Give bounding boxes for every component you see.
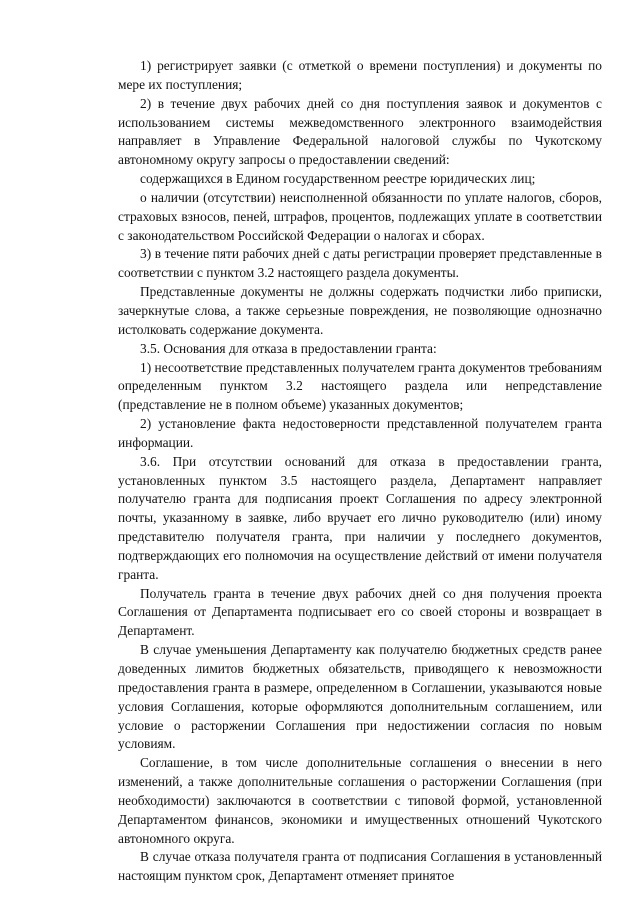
paragraph-agreement-signing: Получатель гранта в течение двух рабочих дней со дня получения проекта Соглашения от Департамента подписывает его со своей стороны и возвращает в Департамент. xyxy=(118,585,602,639)
paragraph-registry-info: содержащихся в Едином государственном реестре юридических лиц; xyxy=(140,171,536,187)
paragraph-refusal-reason-2: 2) установление факта недостоверности представленной получателем гранта информации. xyxy=(118,416,602,450)
paragraph-document-requirements: Представленные документы не должны содержать подчистки либо приписки, зачеркнутые слова, а также серьезные повреждения, не позволяющие однозначно истолковать содержание документа. xyxy=(118,284,602,337)
paragraph-register-applications: 1) регистрирует заявки (с отметкой о времени поступления) и документы по мере их поступления; xyxy=(118,58,602,92)
paragraph-agreement-form: Соглашение, в том числе дополнительные соглашения о внесении в него изменений, а также дополнительные соглашения о расторжении Соглашения (при необходимости) заключаются в соответствии с типовой формой, установленной Департаментом финансов, экономики и имущественных отношений Чукотского автономного округа. xyxy=(118,755,602,846)
paragraph-refusal-to-sign: В случае отказа получателя гранта от подписания Соглашения в установленный настоящим пунктом срок, Департамент отменяет принятое xyxy=(118,849,602,884)
paragraph-section-3-5-heading: 3.5. Основания для отказа в предоставлении гранта: xyxy=(140,340,437,356)
paragraph-tax-obligations: о наличии (отсутствии) неисполненной обязанности по уплате налогов, сборов, страховых взносов, пеней, штрафов, процентов, подлежащих уплате в соответствии с законодательством Российской Федерации о налогах и сборах. xyxy=(118,189,602,243)
document-page xyxy=(118,57,602,886)
paragraph-document-check: 3) в течение пяти рабочих дней с даты регистрации проверяет представленные в соответствии с пунктом 3.2 настоящего раздела документы. xyxy=(118,246,602,281)
paragraph-interagency-requests: 2) в течение двух рабочих дней со дня поступления заявок и документов с использованием системы межведомственного электронного взаимодействия направляет в Управление Федеральной налоговой службы по Чукотскому автономному округу запросы о предоставлении сведений: xyxy=(118,95,602,168)
paragraph-refusal-reason-1: 1) несоответствие представленных получателем гранта документов требованиям определенным пунктом 3.2 настоящего раздела или непредставление (представление не в полном объеме) указанных документов; xyxy=(118,359,602,413)
paragraph-budget-reduction: В случае уменьшения Департаменту как получателю бюджетных средств ранее доведенных лимитов бюджетных обязательств, приводящего к невозможности предоставления гранта в размере, определенном в Соглашении, указываются новые условия Соглашения, которые оформляются дополнительным соглашением, или условие о расторжении Соглашения при недостижении согласия по новым условиям. xyxy=(118,642,602,752)
paragraph-section-3-6: 3.6. При отсутствии оснований для отказа в предоставлении гранта, установленных пунктом 3.5 настоящего раздела, Департамент направляет получателю гранта для подписания проект Соглашения по адресу электронной почты, указанному в заявке, либо вручает его лично руководителю (или) иному представителю получателя гранта, при наличии у последнего документов, подтверждающих его полномочия на осуществление действий от имени получателя гранта. xyxy=(118,453,602,582)
